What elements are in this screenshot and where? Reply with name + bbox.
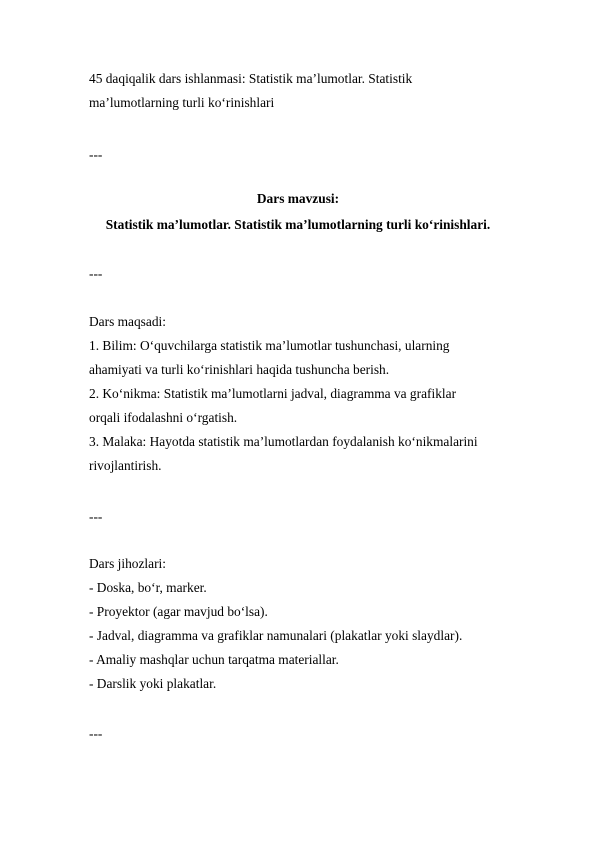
goal-line: orqali ifodalashni o‘rgatish. [89, 410, 238, 425]
equipment-item: - Doska, bo‘r, marker. [89, 580, 207, 595]
equipment-item: - Darslik yoki plakatlar. [89, 676, 217, 691]
separator-3: --- [89, 509, 103, 524]
equipment-heading: Dars jihozlari: [89, 556, 166, 571]
separator-1: --- [89, 147, 103, 162]
separator-2: --- [89, 266, 103, 281]
goal-line: ahamiyati va turli ko‘rinishlari haqida tushuncha berish. [89, 362, 390, 377]
topic-text: Statistik ma’lumotlar. Statistik ma’lumotlarning turli ko‘rinishlari. [105, 217, 491, 232]
goal-line: 1. Bilim: O‘quvchilarga statistik ma’lumotlar tushunchasi, ularning [89, 338, 450, 353]
goal-line: rivojlantirish. [89, 458, 162, 473]
document-title-line-2: ma’lumotlarning turli ko‘rinishlari [89, 95, 275, 110]
equipment-item: - Amaliy mashqlar uchun tarqatma materiallar. [89, 652, 339, 667]
goal-line: 3. Malaka: Hayotda statistik ma’lumotlardan foydalanish ko‘nikmalarini [89, 434, 478, 449]
goal-line: 2. Ko‘nikma: Statistik ma’lumotlarni jadval, diagramma va grafiklar [89, 386, 457, 401]
equipment-item: - Proyektor (agar mavjud bo‘lsa). [89, 604, 268, 619]
equipment-item: - Jadval, diagramma va grafiklar namunalari (plakatlar yoki slaydlar). [89, 628, 463, 643]
separator-4: --- [89, 726, 103, 741]
goals-heading: Dars maqsadi: [89, 314, 166, 329]
topic-heading: Dars mavzusi: [256, 191, 340, 206]
document-title-line-1: 45 daqiqalik dars ishlanmasi: Statistik ma’lumotlar. Statistik [89, 71, 413, 86]
